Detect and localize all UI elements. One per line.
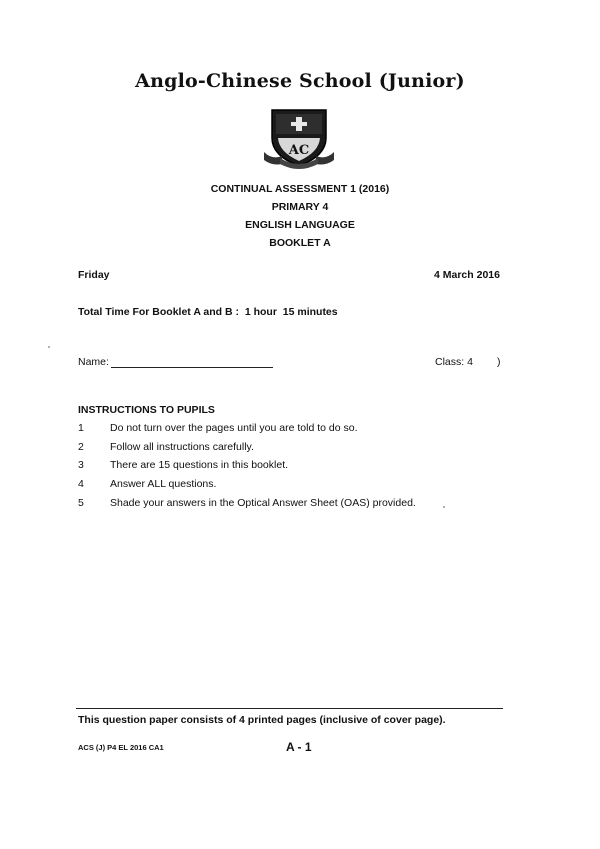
total-time: Total Time For Booklet A and B : 1 hour 15 minutes <box>78 306 338 318</box>
instruction-number: 3 <box>78 459 84 471</box>
instruction-text: Answer ALL questions. <box>110 478 217 490</box>
instruction-text: Follow all instructions carefully. <box>110 441 254 453</box>
level-heading: PRIMARY 4 <box>271 201 329 213</box>
instruction-number: 1 <box>78 422 84 434</box>
class-label: Class: 4 <box>435 356 473 368</box>
instruction-number: 5 <box>78 497 84 509</box>
instructions-heading: INSTRUCTIONS TO PUPILS <box>78 404 215 416</box>
footer-divider <box>76 708 503 709</box>
school-name: Anglo-Chinese School (Junior) <box>135 70 465 92</box>
name-field-line <box>111 367 273 368</box>
scan-speck <box>443 506 445 508</box>
name-label: Name: <box>78 356 109 368</box>
crest-monogram: AC <box>288 143 310 158</box>
school-crest-icon <box>262 104 336 170</box>
exam-title: CONTINUAL ASSESSMENT 1 (2016) <box>210 183 390 195</box>
scan-speck <box>48 346 50 348</box>
instruction-number: 4 <box>78 478 84 490</box>
instruction-text: Do not turn over the pages until you are told to do so. <box>110 422 358 434</box>
exam-day: Friday <box>78 269 110 281</box>
instruction-number: 2 <box>78 441 84 453</box>
class-close-bracket: ) <box>497 356 501 368</box>
instruction-text: There are 15 questions in this booklet. <box>110 459 289 471</box>
subject-heading: ENGLISH LANGUAGE <box>245 219 355 231</box>
booklet-heading: BOOKLET A <box>269 237 331 249</box>
exam-date: 4 March 2016 <box>434 269 500 281</box>
paper-code: ACS (J) P4 EL 2016 CA1 <box>78 743 164 752</box>
page-number: A - 1 <box>286 740 312 754</box>
page-count-note: This question paper consists of 4 printed pages (inclusive of cover page). <box>78 714 446 726</box>
instruction-text: Shade your answers in the Optical Answer Sheet (OAS) provided. <box>110 497 416 509</box>
